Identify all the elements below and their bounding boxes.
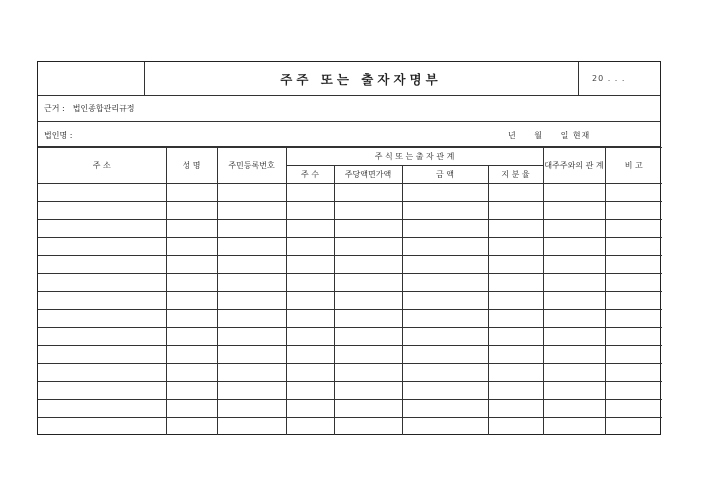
table-cell[interactable] [217,256,286,274]
table-cell[interactable] [166,184,217,202]
table-cell[interactable] [488,418,543,436]
table-cell[interactable] [334,256,402,274]
table-cell[interactable] [605,310,662,328]
table-cell[interactable] [217,328,286,346]
table-cell[interactable] [488,292,543,310]
table-cell[interactable] [38,256,166,274]
table-cell[interactable] [334,382,402,400]
col-remarks: 비 고 [605,148,662,184]
table-cell[interactable] [38,292,166,310]
table-cell[interactable] [605,364,662,382]
table-cell[interactable] [605,382,662,400]
table-cell[interactable] [543,184,605,202]
table-cell[interactable] [217,346,286,364]
table-cell[interactable] [402,274,488,292]
table-cell[interactable] [402,364,488,382]
table-cell[interactable] [334,238,402,256]
basis-value: 법인종합관리규정 [72,104,135,113]
table-cell[interactable] [402,328,488,346]
table-cell[interactable] [605,400,662,418]
table-cell[interactable] [334,310,402,328]
table-cell[interactable] [286,364,334,382]
table-cell[interactable] [166,202,217,220]
table-cell[interactable] [38,346,166,364]
table-cell[interactable] [38,328,166,346]
table-cell[interactable] [402,202,488,220]
table-cell[interactable] [217,274,286,292]
table-cell[interactable] [38,238,166,256]
table-cell[interactable] [488,364,543,382]
table-cell[interactable] [543,346,605,364]
table-cell[interactable] [402,292,488,310]
table-cell[interactable] [38,310,166,328]
table-cell[interactable] [217,184,286,202]
col-group-share-relation: 주 식 또 는 출 자 관 계 [286,148,543,166]
table-cell[interactable] [217,220,286,238]
table-cell[interactable] [543,256,605,274]
table-row [38,202,662,220]
table-cell[interactable] [166,274,217,292]
col-ratio: 지 분 율 [488,166,543,184]
table-cell[interactable] [402,310,488,328]
col-shares: 주 수 [286,166,334,184]
table-row [38,256,662,274]
table-cell[interactable] [605,346,662,364]
table-cell[interactable] [402,184,488,202]
table-cell[interactable] [488,256,543,274]
table-cell[interactable] [402,382,488,400]
table-cell[interactable] [488,346,543,364]
table-cell[interactable] [605,202,662,220]
table-cell[interactable] [543,328,605,346]
table-cell[interactable] [488,184,543,202]
table-cell[interactable] [286,238,334,256]
table-cell[interactable] [217,202,286,220]
table-cell[interactable] [488,310,543,328]
corporation-row [38,122,660,147]
table-cell[interactable] [488,274,543,292]
table-row [38,184,662,202]
table-cell[interactable] [543,382,605,400]
as-of-date [508,130,604,141]
shareholder-table [38,147,662,435]
table-cell[interactable] [605,274,662,292]
form-title: 주주 또는 출자자명부 [144,62,579,95]
table-row [38,292,662,310]
table-cell[interactable] [217,238,286,256]
table-cell[interactable] [38,274,166,292]
col-name: 성 명 [166,148,217,184]
table-cell[interactable] [217,292,286,310]
basis-label: 근거 : [44,104,65,113]
table-cell[interactable] [334,418,402,436]
table-cell[interactable] [488,400,543,418]
table-cell[interactable] [334,184,402,202]
table-cell[interactable] [605,256,662,274]
col-relation-to-major-shareholder: 대주주와의 관 계 [543,148,605,184]
table-cell[interactable] [334,220,402,238]
table-cell[interactable] [166,292,217,310]
table-cell[interactable] [286,328,334,346]
table-row [38,346,662,364]
table-row [38,310,662,328]
table-cell[interactable] [166,418,217,436]
table-cell[interactable] [605,418,662,436]
table-cell[interactable] [166,400,217,418]
table-cell[interactable] [217,382,286,400]
table-row [38,220,662,238]
table-cell[interactable] [286,274,334,292]
table-row [38,382,662,400]
col-address: 주 소 [38,148,166,184]
table-cell[interactable] [402,418,488,436]
title-row [38,62,660,96]
year-label: 년 [508,131,517,140]
table-cell[interactable] [166,310,217,328]
table-cell[interactable] [402,256,488,274]
table-cell[interactable] [286,418,334,436]
table-cell[interactable] [38,220,166,238]
table-cell[interactable] [166,256,217,274]
table-cell[interactable] [488,202,543,220]
table-cell[interactable] [334,400,402,418]
table-cell[interactable] [38,364,166,382]
table-cell[interactable] [605,292,662,310]
col-par-value: 주당액면가액 [334,166,402,184]
table-cell[interactable] [38,184,166,202]
table-cell[interactable] [488,238,543,256]
basis-row [38,96,660,122]
corporation-name-label: 법인명 : [44,131,73,140]
table-cell[interactable] [605,238,662,256]
table-cell[interactable] [402,346,488,364]
table-cell[interactable] [543,418,605,436]
table-row [38,400,662,418]
date-field[interactable]: 20 . . . [592,74,626,83]
table-cell[interactable] [488,382,543,400]
table-cell[interactable] [543,310,605,328]
table-cell[interactable] [402,400,488,418]
table-cell[interactable] [38,382,166,400]
table-cell[interactable] [38,400,166,418]
table-cell[interactable] [543,364,605,382]
table-cell[interactable] [488,328,543,346]
table-row [38,418,662,436]
table-row [38,364,662,382]
table-cell[interactable] [334,364,402,382]
table-cell[interactable] [38,418,166,436]
table-cell[interactable] [166,364,217,382]
table-cell[interactable] [543,274,605,292]
table-row [38,238,662,256]
table-cell[interactable] [402,220,488,238]
table-cell[interactable] [488,220,543,238]
table-cell[interactable] [543,400,605,418]
table-cell[interactable] [217,400,286,418]
table-cell[interactable] [286,382,334,400]
table-cell[interactable] [334,346,402,364]
table-cell[interactable] [286,202,334,220]
table-cell[interactable] [166,382,217,400]
table-cell[interactable] [334,274,402,292]
table-row [38,274,662,292]
table-cell[interactable] [286,256,334,274]
table-cell[interactable] [217,364,286,382]
table-cell[interactable] [166,328,217,346]
table-cell[interactable] [166,346,217,364]
table-cell[interactable] [543,238,605,256]
table-cell[interactable] [286,184,334,202]
table-row [38,328,662,346]
table-cell[interactable] [286,310,334,328]
table-cell[interactable] [605,220,662,238]
table-cell[interactable] [286,292,334,310]
table-cell[interactable] [286,220,334,238]
table-cell[interactable] [605,328,662,346]
table-cell[interactable] [402,238,488,256]
table-cell[interactable] [166,220,217,238]
table-cell[interactable] [543,220,605,238]
table-cell[interactable] [38,202,166,220]
table-cell[interactable] [286,400,334,418]
shareholder-register-form [37,61,661,435]
table-cell[interactable] [543,292,605,310]
col-amount: 금 액 [402,166,488,184]
table-cell[interactable] [605,184,662,202]
table-cell[interactable] [217,418,286,436]
col-registration-number: 주민등록번호 [217,148,286,184]
table-cell[interactable] [166,238,217,256]
day-current-label: 일 현재 [560,131,591,140]
table-cell[interactable] [217,310,286,328]
table-cell[interactable] [334,328,402,346]
table-cell[interactable] [334,292,402,310]
table-cell[interactable] [334,202,402,220]
table-cell[interactable] [286,346,334,364]
table-cell[interactable] [543,202,605,220]
title-left-cell [38,62,145,95]
month-label: 월 [534,131,544,140]
